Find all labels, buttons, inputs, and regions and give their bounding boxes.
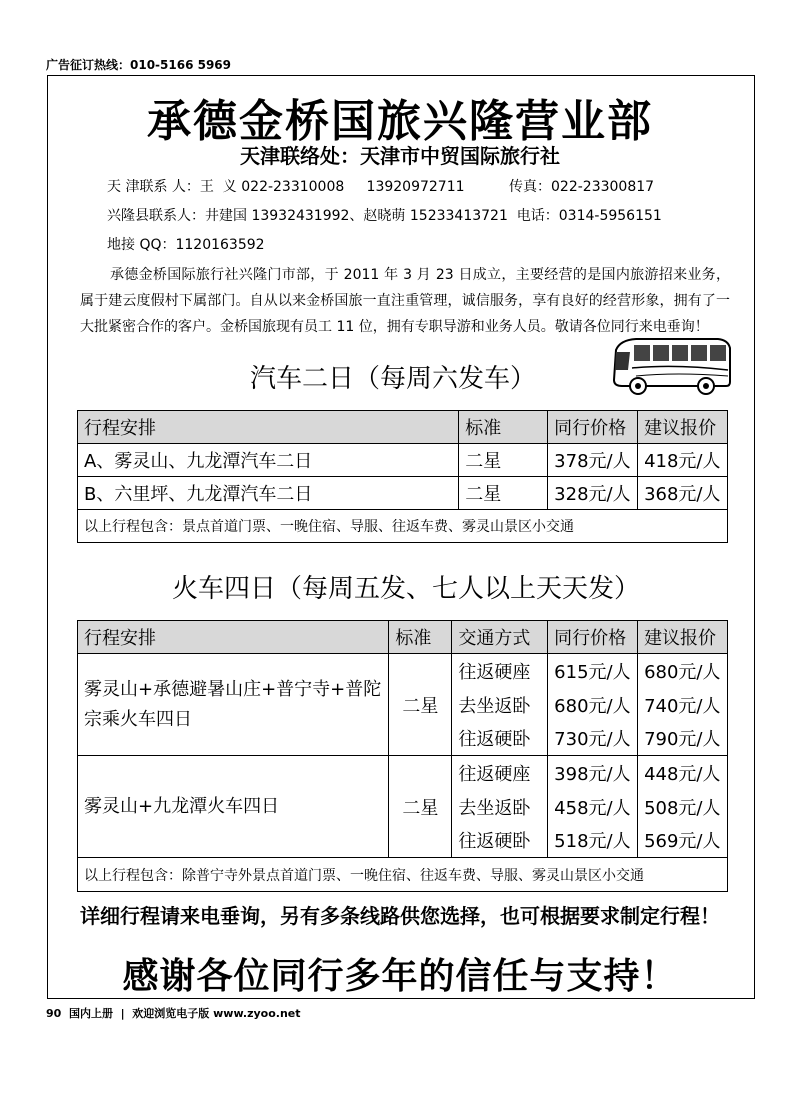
section-title-bus: 汽车二日（每周六发车）	[250, 364, 537, 394]
grade-cell: 二星	[459, 477, 548, 510]
train-tour-table	[77, 620, 728, 892]
suggest-price-cell: 448元/人	[638, 756, 728, 790]
contact-xinglong: 兴隆县联系人：井建国 13932431992、赵晓萌 15233413721 电话：0314-5956151	[107, 208, 662, 224]
transport-cell: 往返硬卧	[452, 722, 548, 756]
col-peer-price: 同行价格	[548, 411, 638, 444]
table-row	[78, 477, 728, 510]
transport-cell: 去坐返卧	[452, 688, 548, 722]
suggest-price-cell: 569元/人	[638, 824, 728, 858]
transport-cell: 去坐返卧	[452, 790, 548, 824]
col-route: 行程安排	[78, 621, 389, 654]
table-header-row	[78, 621, 728, 654]
table-row	[78, 444, 728, 477]
suggest-price-cell: 368元/人	[638, 477, 728, 510]
route-cell: 雾灵山+九龙潭火车四日	[78, 756, 389, 858]
table-row	[78, 756, 728, 790]
inclusion-note: 以上行程包含：除普宁寺外景点首道门票、一晚住宿、往返车费、导服、雾灵山景区小交通	[78, 858, 728, 892]
contact-tianjin: 天 津联系 人：王 义 022-23310008 13920972711 传真：022-23300817	[107, 179, 655, 195]
peer-price-cell: 680元/人	[548, 688, 638, 722]
col-peer-price: 同行价格	[548, 621, 638, 654]
grade-cell: 二星	[389, 654, 452, 756]
peer-price-cell: 518元/人	[548, 824, 638, 858]
bus-tour-table	[77, 410, 728, 543]
transport-cell: 往返硬座	[452, 654, 548, 688]
peer-price-cell: 328元/人	[548, 477, 638, 510]
col-grade: 标准	[389, 621, 452, 654]
table-row	[78, 654, 728, 688]
intro-paragraph: 承德金桥国际旅行社兴隆门市部，于 2011 年 3 月 23 日成立，主要经营的是国内旅游招来业务，属于建云度假村下属部门。自从以来金桥国旅一直注重管理，诚信服务，享有良好的经营形象，拥有了一大批紧密合作的客户。金桥国旅现有员工 11 位，拥有专职导游和业务人员。敬请各位同行来电垂询！	[80, 267, 730, 335]
col-suggest-price: 建议报价	[638, 621, 728, 654]
col-transport: 交通方式	[452, 621, 548, 654]
liaison-office: 天津联络处：天津市中贸国际旅行社	[240, 144, 560, 168]
table-note-row	[78, 510, 728, 543]
col-route: 行程安排	[78, 411, 459, 444]
grade-cell: 二星	[459, 444, 548, 477]
transport-cell: 往返硬卧	[452, 824, 548, 858]
col-suggest-price: 建议报价	[638, 411, 728, 444]
table-header-row	[78, 411, 728, 444]
page-footer: 90 国内上册 | 欢迎浏览电子版 www.zyoo.net	[46, 1007, 301, 1020]
route-cell: B、六里坪、九龙潭汽车二日	[78, 477, 459, 510]
peer-price-cell: 458元/人	[548, 790, 638, 824]
table-note-row	[78, 858, 728, 892]
thanks-slogan: 感谢各位同行多年的信任与支持！	[122, 956, 678, 997]
section-title-train: 火车四日（每周五发、七人以上天天发）	[172, 574, 641, 604]
ad-hotline: 广告征订热线：010-5166 5969	[46, 58, 232, 72]
peer-price-cell: 730元/人	[548, 722, 638, 756]
inclusion-note: 以上行程包含：景点首道门票、一晚住宿、导服、往返车费、雾灵山景区小交通	[78, 510, 728, 543]
peer-price-cell: 615元/人	[548, 654, 638, 688]
suggest-price-cell: 790元/人	[638, 722, 728, 756]
suggest-price-cell: 418元/人	[638, 444, 728, 477]
bus-icon	[606, 336, 734, 398]
page-title: 承德金桥国旅兴隆营业部	[147, 96, 653, 147]
detail-slogan: 详细行程请来电垂询，另有多条线路供您选择，也可根据要求制定行程！	[80, 904, 720, 928]
contact-qq: 地接 QQ：1120163592	[107, 237, 265, 253]
suggest-price-cell: 508元/人	[638, 790, 728, 824]
suggest-price-cell: 740元/人	[638, 688, 728, 722]
peer-price-cell: 398元/人	[548, 756, 638, 790]
route-cell: 雾灵山+承德避暑山庄+普宁寺+普陀宗乘火车四日	[78, 654, 389, 756]
col-grade: 标准	[459, 411, 548, 444]
peer-price-cell: 378元/人	[548, 444, 638, 477]
grade-cell: 二星	[389, 756, 452, 858]
transport-cell: 往返硬座	[452, 756, 548, 790]
route-cell: A、雾灵山、九龙潭汽车二日	[78, 444, 459, 477]
suggest-price-cell: 680元/人	[638, 654, 728, 688]
